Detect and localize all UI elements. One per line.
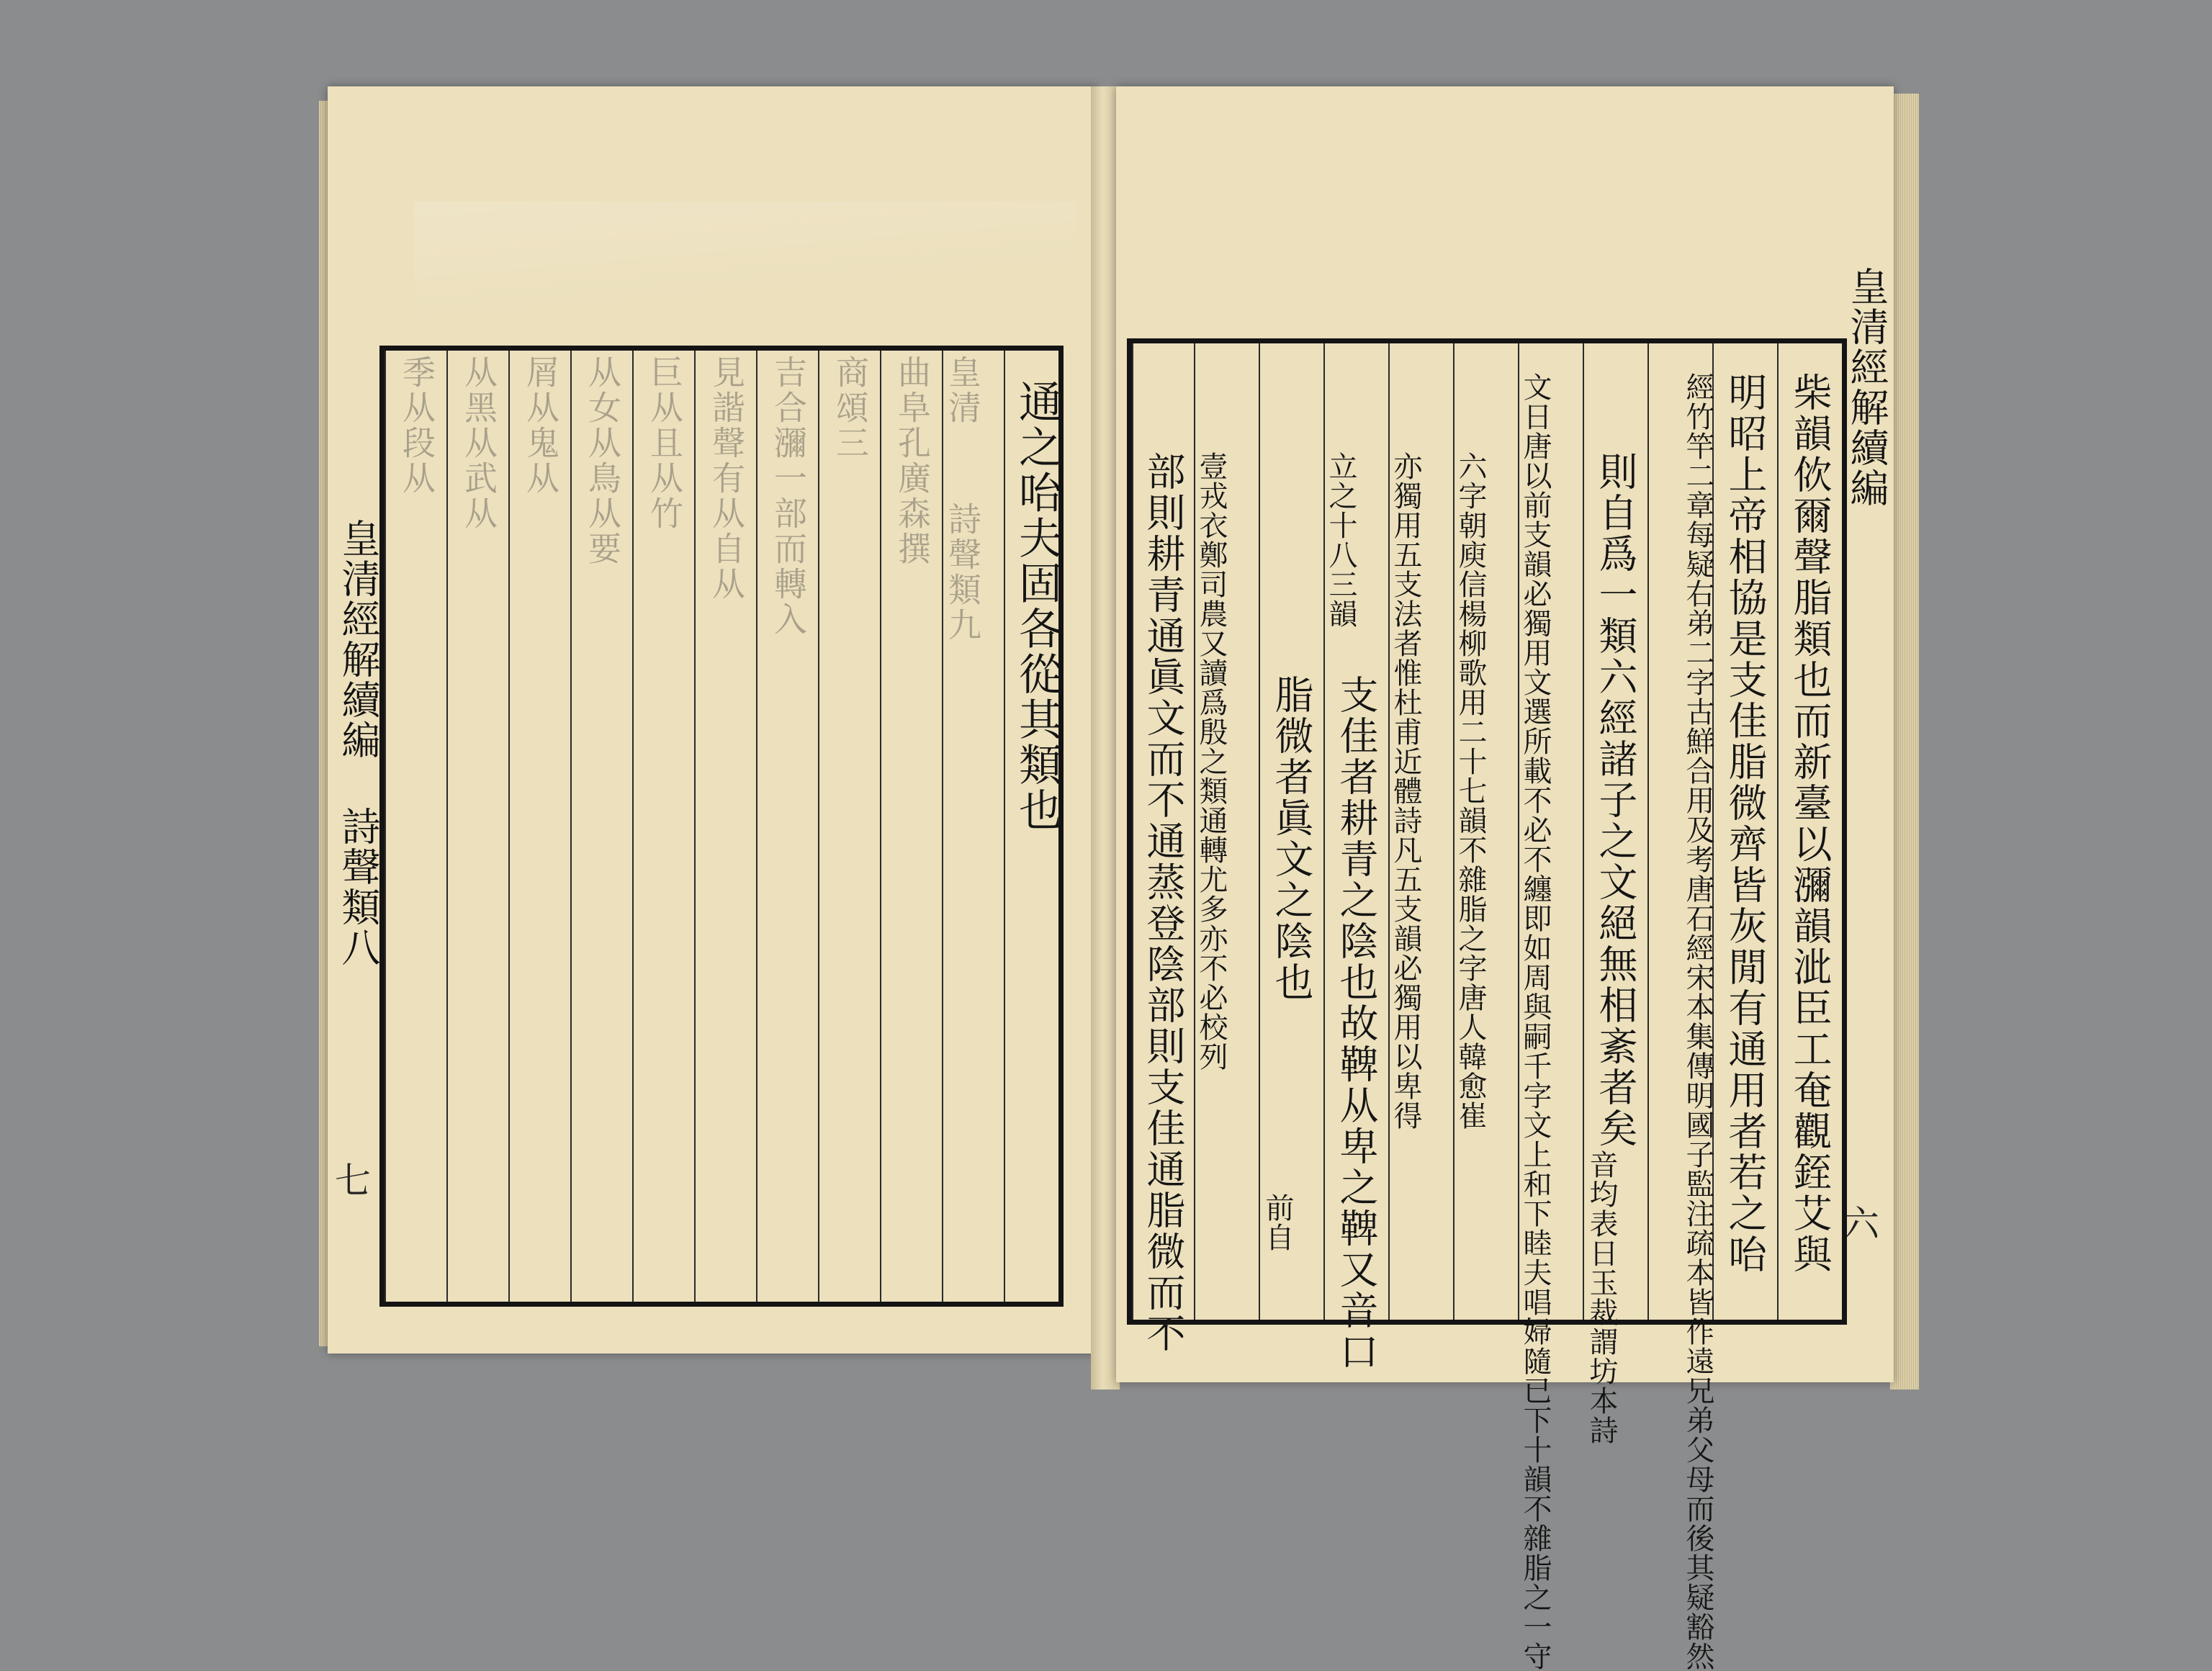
right-col-7: 亦獨用五支法者惟杜甫近體詩凡五支韻必獨用以卑得	[1388, 343, 1453, 1320]
right-col-8: 立之十八三韻 支佳者耕青之陰也故鞞从卑之鞞又音口	[1323, 343, 1388, 1320]
left-col: 从女从鳥从要	[570, 351, 632, 1302]
right-col-1: 柴韻佽爾聲脂類也而新臺以瀰韻泚臣工奄觀銍艾與	[1777, 343, 1842, 1320]
right-page-number: 六	[1843, 1203, 1879, 1245]
right-col-10: 壹戎衣鄭司農又讀爲殷之類通轉尤多亦不必校列	[1194, 343, 1259, 1320]
right-col-4: 則自爲一類六經諸子之文絕無相紊者矣 音均表日玉裁謂坊本詩	[1583, 343, 1647, 1320]
right-col-3: 經竹竿二章每疑右弟二字古鮮合用及考唐石經宋本集傳明國子監注疏本皆作遠兄弟父母而後其疑豁然	[1647, 343, 1712, 1320]
right-col-11: 部則耕青通眞文而不通蒸登陰部則支佳通脂微而不	[1132, 343, 1194, 1320]
book-gutter	[1091, 86, 1120, 1390]
right-col-9: 脂微者眞文之陰也 前自	[1259, 343, 1323, 1320]
left-col-heading: 皇清 詩聲類九	[942, 351, 1004, 1302]
right-text-frame	[1127, 338, 1847, 1671]
left-page-number: 七	[335, 1160, 371, 1202]
left-col: 巨从且从竹	[632, 351, 694, 1302]
left-col: 見諧聲有从自从	[694, 351, 756, 1302]
open-book	[328, 86, 1923, 1671]
left-main-column: 通之咍夫固各從其類也	[1004, 351, 1064, 1302]
left-col: 吉合瀰一部而轉入	[756, 351, 818, 1302]
left-col: 从黑从武从	[446, 351, 508, 1302]
right-spine-title: 皇清經解續編	[1844, 266, 1889, 508]
left-col: 商頌三	[818, 351, 880, 1302]
left-col: 曲阜孔廣森撰	[880, 351, 942, 1302]
right-col-6: 六字朝庾信楊柳歌用二十七韻不雜脂之字唐人韓愈崔	[1453, 343, 1518, 1320]
left-col: 屑从鬼从	[508, 351, 570, 1302]
left-page	[328, 86, 1098, 1354]
left-spine-section: 詩聲類八	[336, 806, 381, 968]
right-col-2: 明昭上帝相協是支佳脂微齊皆灰閒有通用者若之咍	[1712, 343, 1777, 1320]
left-spine-title: 皇清經解續編	[336, 518, 381, 760]
right-col-5: 文日唐以前支韻必獨用文選所載不必不纏即如周與嗣千字文上和下睦夫唱婦隨已下十韻不雜脂之一守	[1518, 343, 1583, 1320]
right-page-edges	[1890, 94, 1919, 1390]
left-col: 季从段从	[385, 351, 446, 1302]
left-text-frame	[379, 346, 1064, 1307]
paper-sheen	[414, 202, 1076, 346]
